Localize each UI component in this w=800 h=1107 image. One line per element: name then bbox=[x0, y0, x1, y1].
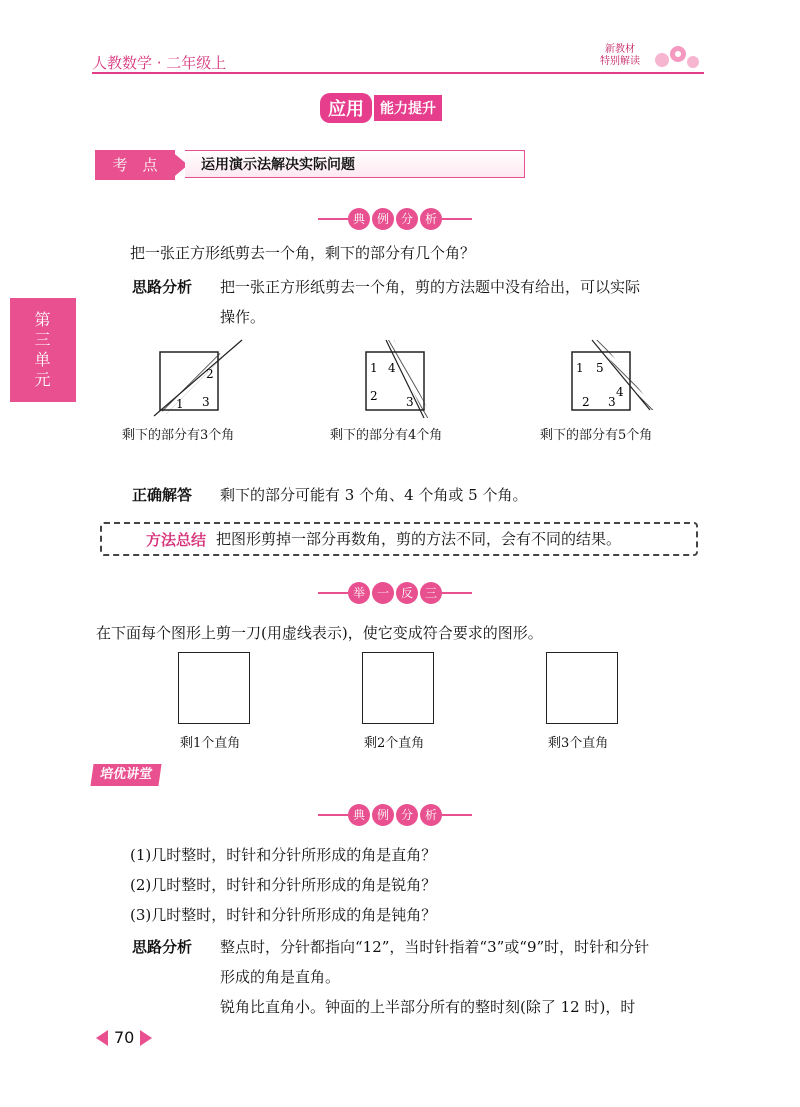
pill-char: 三 bbox=[420, 582, 442, 604]
practice-square-2[interactable] bbox=[362, 652, 434, 724]
method-summary bbox=[146, 528, 621, 550]
header-title: 人教数学 · 二年级上 bbox=[92, 54, 227, 72]
method-text: 把图形剪掉一部分再数角，剪的方法不同，会有不同的结果。 bbox=[216, 530, 622, 548]
peiyou-label: 培优讲堂 bbox=[90, 764, 161, 786]
pill-char: 析 bbox=[420, 208, 442, 230]
angle-number: 2 bbox=[370, 389, 378, 403]
figure-caption: 剩下的部分有3个角 bbox=[122, 428, 235, 443]
header-divider bbox=[92, 72, 704, 74]
practice-caption: 剩2个直角 bbox=[364, 736, 425, 751]
figure-caption: 剩下的部分有5个角 bbox=[540, 428, 653, 443]
pill-char: 反 bbox=[396, 582, 418, 604]
header-badge bbox=[600, 44, 640, 68]
practice-square-1[interactable] bbox=[178, 652, 250, 724]
practice-square-3[interactable] bbox=[546, 652, 618, 724]
kaodian-text: 运用演示法解决实际问题 bbox=[185, 150, 525, 178]
angle-number: 4 bbox=[388, 361, 396, 375]
pill-char: 例 bbox=[372, 208, 394, 230]
pill-char: 例 bbox=[372, 804, 394, 826]
example1-question: 把一张正方形纸剪去一个角，剩下的部分有几个角？ bbox=[130, 244, 476, 262]
analysis-line-2: 操作。 bbox=[220, 308, 266, 326]
practice-prompt: 在下面每个图形上剪一刀(用虚线表示)，使它变成符合要求的图形。 bbox=[96, 624, 543, 642]
cut-figure-4-angles bbox=[358, 338, 438, 422]
angle-number: 5 bbox=[596, 361, 604, 375]
pill-char: 析 bbox=[420, 804, 442, 826]
pill-line-left bbox=[318, 592, 348, 594]
pill-line-right bbox=[442, 592, 472, 594]
answer-text: 剩下的部分可能有 3 个角、4 个角或 5 个角。 bbox=[220, 486, 528, 504]
example-analysis-pill bbox=[318, 208, 472, 230]
kaodian-label: 考 点 bbox=[95, 150, 175, 180]
unit-side-tab bbox=[10, 298, 76, 402]
analysis2-line-3: 锐角比直角小。钟面的上半部分所有的整时刻(除了 12 时)，时 bbox=[220, 998, 636, 1016]
pill-line-right bbox=[442, 218, 472, 220]
analysis-label: 思路分析 bbox=[132, 278, 193, 296]
flower-decoration-icon bbox=[648, 40, 704, 72]
analysis2-line-1: 整点时，分针都指向“12”，当时针指着“3”或“9”时，时针和分针 bbox=[220, 938, 650, 956]
angle-number: 2 bbox=[582, 395, 590, 409]
badge-line-2: 特别解读 bbox=[600, 56, 640, 67]
pill-line-left bbox=[318, 814, 348, 816]
angle-number: 3 bbox=[202, 395, 210, 409]
answer-label: 正确解答 bbox=[132, 486, 193, 504]
angle-number: 1 bbox=[370, 361, 378, 375]
pill-char: 分 bbox=[396, 208, 418, 230]
analysis-line-1: 把一张正方形纸剪去一个角，剪的方法题中没有给出，可以实际 bbox=[220, 278, 641, 296]
example-analysis-pill-2 bbox=[318, 804, 472, 826]
practice-pill bbox=[318, 582, 472, 604]
pill-char: 典 bbox=[348, 208, 370, 230]
pill-char: 举 bbox=[348, 582, 370, 604]
angle-number: 2 bbox=[206, 367, 214, 381]
pill-char: 一 bbox=[372, 582, 394, 604]
next-page-icon[interactable] bbox=[140, 1030, 152, 1046]
analysis2-line-2: 形成的角是直角。 bbox=[220, 968, 341, 986]
banner-part-1: 应用 bbox=[320, 93, 372, 123]
banner-part-2: 能力提升 bbox=[374, 95, 442, 121]
prev-page-icon[interactable] bbox=[96, 1030, 108, 1046]
practice-caption: 剩1个直角 bbox=[180, 736, 241, 751]
cut-figure-5-angles bbox=[566, 338, 660, 422]
angle-number: 1 bbox=[176, 397, 184, 411]
cut-figure-3-angles bbox=[150, 338, 250, 418]
angle-number: 3 bbox=[608, 395, 616, 409]
angle-number: 4 bbox=[616, 385, 624, 399]
pill-line-right bbox=[442, 814, 472, 816]
section-banner bbox=[320, 93, 442, 123]
analysis-label-2: 思路分析 bbox=[132, 938, 193, 956]
practice-caption: 剩3个直角 bbox=[548, 736, 609, 751]
pill-char: 分 bbox=[396, 804, 418, 826]
page-number-text: 70 bbox=[114, 1028, 135, 1047]
example2-q3: (3)几时整时，时针和分针所形成的角是钝角？ bbox=[130, 906, 437, 924]
pill-char: 典 bbox=[348, 804, 370, 826]
figure-caption: 剩下的部分有4个角 bbox=[330, 428, 443, 443]
page-number bbox=[96, 1028, 152, 1047]
method-label: 方法总结 bbox=[146, 530, 207, 549]
angle-number: 3 bbox=[406, 395, 414, 409]
unit-side-tab-label: 第三单元 bbox=[34, 310, 52, 389]
pill-line-left bbox=[318, 218, 348, 220]
angle-number: 1 bbox=[576, 361, 584, 375]
example2-q2: (2)几时整时，时针和分针所形成的角是锐角？ bbox=[130, 876, 437, 894]
badge-line-1: 新教材 bbox=[605, 44, 635, 55]
example2-q1: (1)几时整时，时针和分针所形成的角是直角？ bbox=[130, 846, 437, 864]
